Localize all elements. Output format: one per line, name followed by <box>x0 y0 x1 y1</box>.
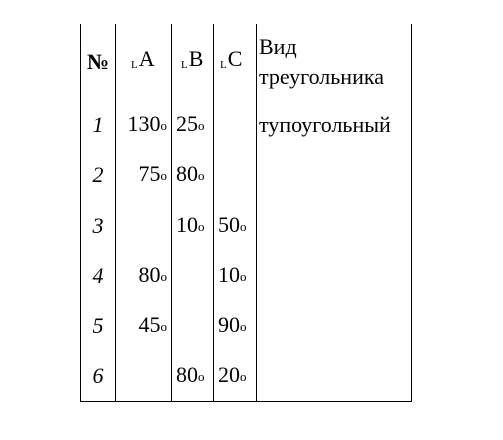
degree-icon: о <box>198 369 205 385</box>
header-triangle-type-line2: треугольника <box>259 64 384 89</box>
angle-b-cell <box>172 100 214 150</box>
angle-c-cell <box>214 301 257 351</box>
angle-b-cell <box>172 301 214 351</box>
angle-c-cell <box>214 150 257 200</box>
angle-a-cell <box>116 100 172 150</box>
degree-icon: о <box>198 168 205 184</box>
angle-b-cell-value: 25 <box>176 111 198 137</box>
table-row <box>81 301 412 351</box>
angle-b-cell <box>172 150 214 200</box>
angle-a-cell-value: 80 <box>138 262 161 288</box>
angle-icon: L <box>181 59 188 71</box>
table-row <box>81 351 412 401</box>
triangle-type-cell <box>257 150 412 200</box>
degree-icon: о <box>160 118 167 134</box>
triangle-type-value: тупоугольный <box>259 112 391 138</box>
row-number: 1 <box>81 100 116 150</box>
row-number: 4 <box>81 251 116 301</box>
degree-icon: о <box>160 319 167 335</box>
header-angle-b <box>172 24 214 100</box>
angle-c-cell-value: 50 <box>218 211 240 237</box>
degree-icon: о <box>240 218 247 234</box>
angle-icon: L <box>220 59 227 71</box>
angle-b-cell-value: 80 <box>176 362 198 388</box>
degree-icon: о <box>160 269 167 285</box>
row-number: 3 <box>81 201 116 251</box>
row-number: 5 <box>81 301 116 351</box>
angle-c-cell <box>214 201 257 251</box>
triangle-type-cell <box>257 301 412 351</box>
header-angle-b-label: В <box>188 46 204 71</box>
table-row <box>81 150 412 200</box>
angles-table <box>80 24 412 402</box>
angle-b-cell-value: 10 <box>176 211 198 237</box>
angle-b-cell <box>172 351 214 401</box>
degree-icon: о <box>160 168 167 184</box>
angle-b-cell <box>172 251 214 301</box>
header-angle-a-label: А <box>138 46 155 71</box>
angle-a-cell-value: 75 <box>138 161 161 187</box>
triangle-type-cell <box>257 201 412 251</box>
angle-a-cell-value: 45 <box>138 312 161 338</box>
row-number: 6 <box>81 351 116 401</box>
degree-icon: о <box>198 118 205 134</box>
angle-a-cell <box>116 150 172 200</box>
header-triangle-type <box>257 24 412 100</box>
header-number: № <box>81 24 116 100</box>
angle-c-cell <box>214 351 257 401</box>
header-angle-a <box>116 24 172 100</box>
angle-a-cell <box>116 301 172 351</box>
table-header-row <box>81 24 412 100</box>
triangle-type-cell <box>257 351 412 401</box>
angle-icon: L <box>131 59 138 71</box>
angle-b-cell <box>172 201 214 251</box>
angle-a-cell-value: 130 <box>127 111 161 137</box>
angles-table-container <box>80 24 411 402</box>
angle-a-cell <box>116 251 172 301</box>
table-row <box>81 100 412 150</box>
table-row <box>81 251 412 301</box>
angle-c-cell <box>214 251 257 301</box>
angle-a-cell <box>116 201 172 251</box>
header-angle-c-label: С <box>227 46 243 71</box>
angle-c-cell <box>214 100 257 150</box>
degree-icon: о <box>198 218 205 234</box>
angle-b-cell-value: 80 <box>176 161 198 187</box>
degree-icon: о <box>240 369 247 385</box>
angle-c-cell-value: 90 <box>218 312 240 338</box>
degree-icon: о <box>240 269 247 285</box>
table-row <box>81 201 412 251</box>
header-triangle-type-line1: Вид <box>259 34 297 59</box>
angle-a-cell <box>116 351 172 401</box>
row-number: 2 <box>81 150 116 200</box>
triangle-type-cell <box>257 251 412 301</box>
header-angle-c <box>214 24 257 100</box>
degree-icon: о <box>240 319 247 335</box>
angle-c-cell-value: 10 <box>218 262 240 288</box>
angle-c-cell-value: 20 <box>218 362 240 388</box>
triangle-type-cell <box>257 100 412 150</box>
